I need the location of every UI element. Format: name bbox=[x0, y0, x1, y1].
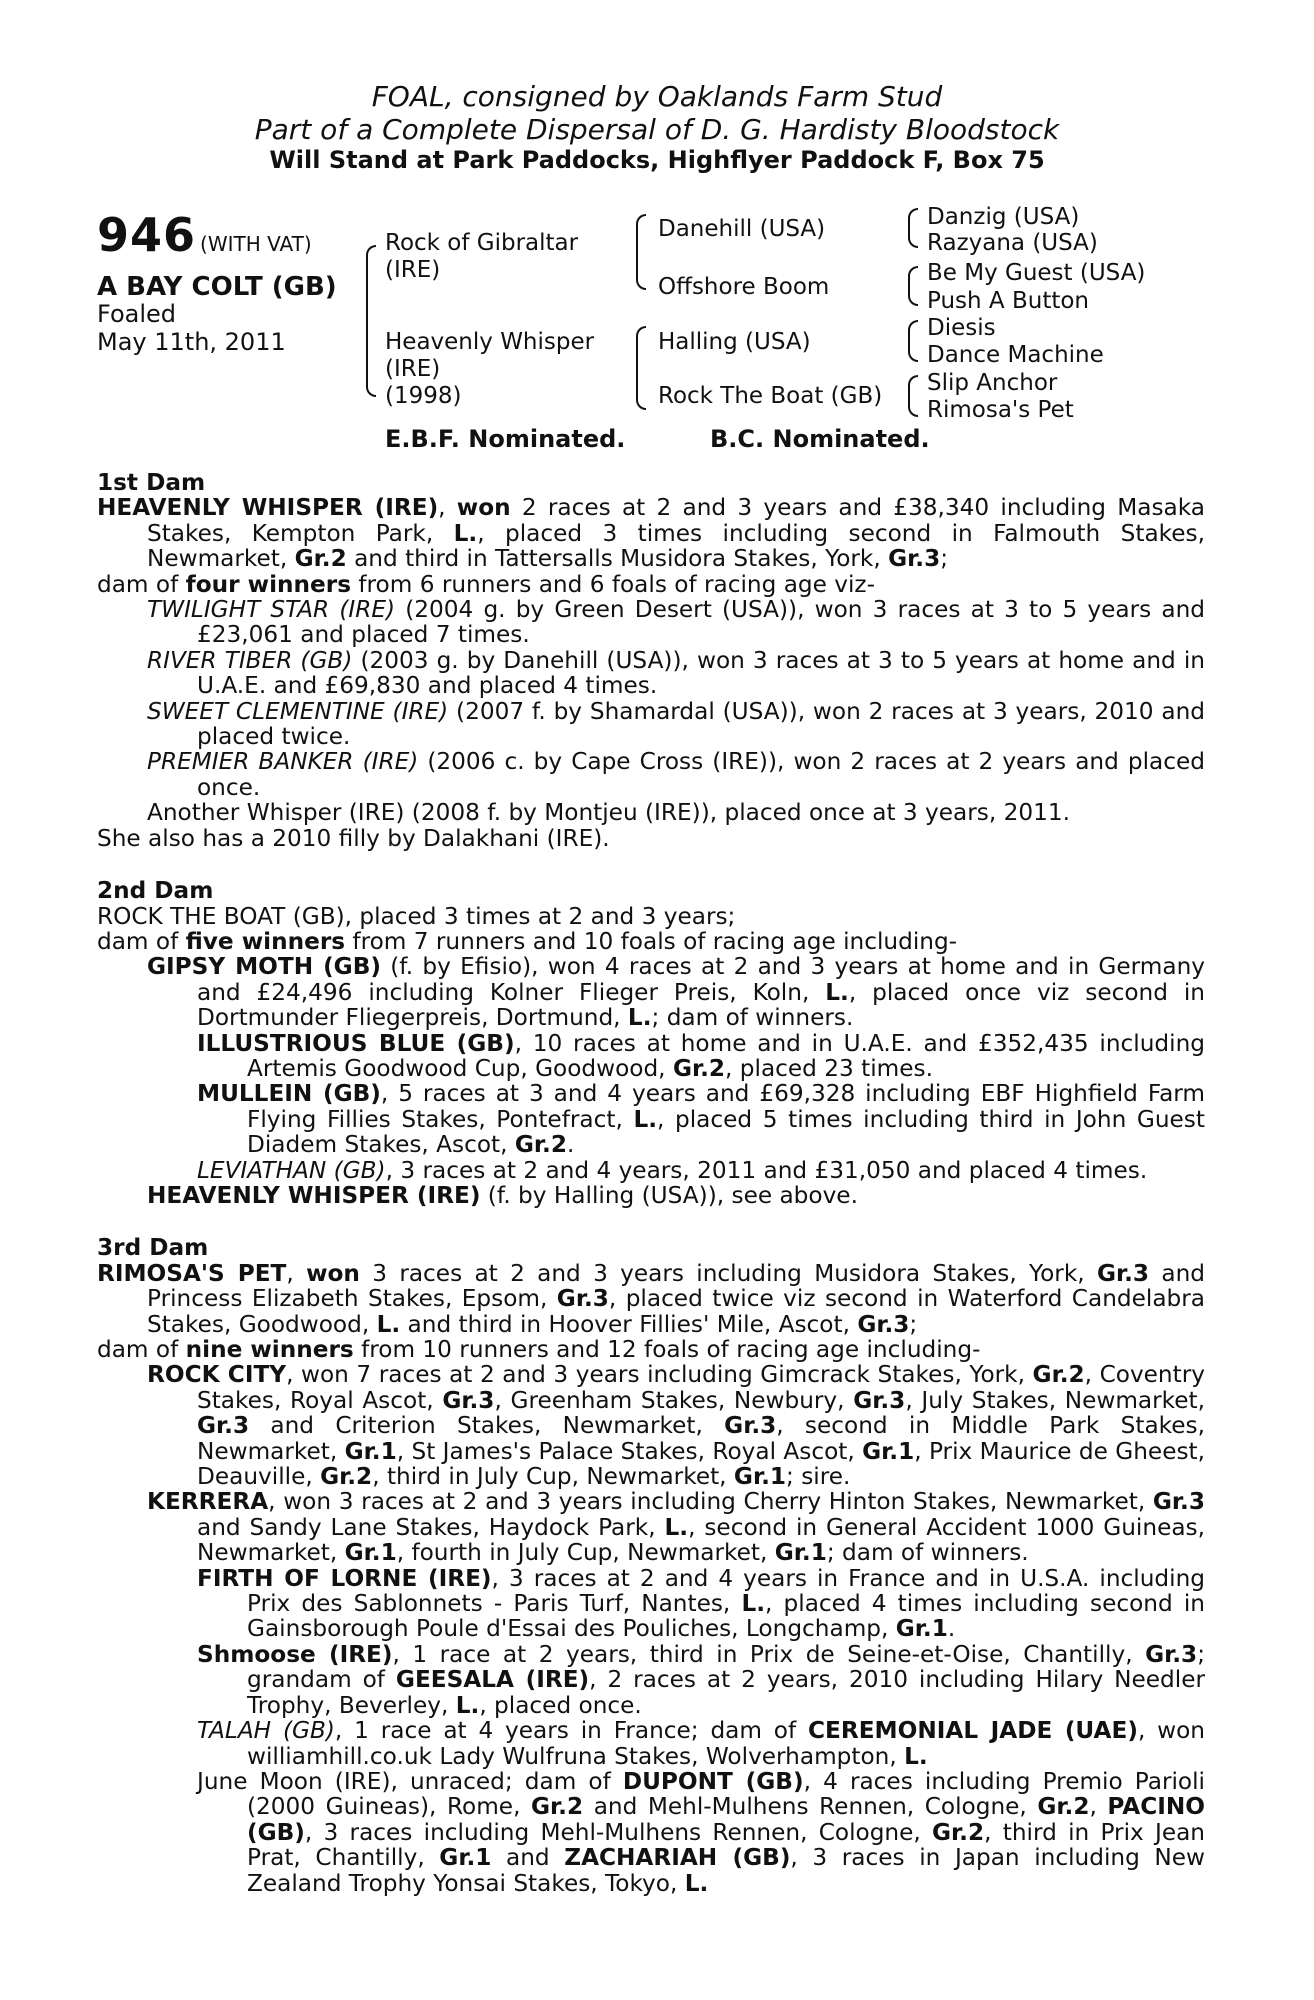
text-run: and Sandy Lane Stakes, Haydock Park, bbox=[197, 1513, 665, 1541]
bold-text: Gr.3 bbox=[556, 1285, 609, 1313]
pedigree-g8: Rimosa's Pet bbox=[927, 397, 1074, 423]
sire-dam-brace bbox=[366, 245, 376, 397]
dispersal-line: Part of a Complete Dispersal of D. G. Hardisty Bloodstock bbox=[254, 113, 1060, 146]
vat-note: (WITH VAT) bbox=[200, 232, 312, 256]
produce-entry bbox=[97, 1489, 1205, 1565]
ebf-nominated: E.B.F. Nominated. bbox=[385, 425, 626, 453]
text-run: , Coventry Stakes, Royal Ascot, bbox=[197, 1361, 1205, 1414]
bold-text: Gr.2 bbox=[1037, 1793, 1090, 1821]
pedigree-sire-dam: Offshore Boom bbox=[658, 274, 830, 300]
text-run: ; bbox=[940, 545, 949, 573]
pedigree-sire-sire: Danehill (USA) bbox=[658, 216, 826, 242]
bold-text: L. bbox=[904, 1742, 928, 1770]
text-run: , won 7 races at 2 and 3 years including Gimcrack Stakes, York, bbox=[286, 1361, 1033, 1389]
dam-paragraph bbox=[97, 1261, 1205, 1337]
bold-text: ZACHARIAH (GB) bbox=[564, 1844, 791, 1872]
bold-text: GEESALA (IRE) bbox=[395, 1666, 590, 1694]
bold-text: Gr.3 bbox=[724, 1412, 777, 1440]
text-run: (2003 g. by Danehill (USA)), won 3 races at 3 to 5 years at home and in U.A.E. and £69,830 and placed 4 times. bbox=[197, 646, 1205, 700]
bold-text: L. bbox=[376, 1310, 401, 1338]
produce-entry bbox=[97, 1566, 1205, 1642]
section-gap bbox=[97, 1208, 1205, 1235]
bold-text: ROCK CITY bbox=[147, 1361, 287, 1389]
text-run: (f. by Efisio), won 4 races at 2 and 3 years at home and in Germany and £24,496 including Kolner Flieger Preis, Koln, bbox=[197, 953, 1206, 1006]
pedigree-g5: Diesis bbox=[927, 315, 996, 341]
text-run: She also has a 2010 filly by Dalakhani (IRE). bbox=[97, 824, 610, 852]
produce-entry bbox=[97, 597, 1205, 648]
g-brace-3 bbox=[908, 320, 918, 362]
bold-text: Gr.1 bbox=[439, 1844, 492, 1872]
pedigree-dam-dam: Rock The Boat (GB) bbox=[658, 383, 883, 409]
text-run: ; dam of winners. bbox=[826, 1539, 1029, 1567]
pedigree-g4: Push A Button bbox=[927, 288, 1089, 314]
dam-line-brace bbox=[636, 326, 646, 410]
bold-text: Gr.2 bbox=[932, 1818, 985, 1846]
bold-text: GIPSY MOTH (GB) bbox=[147, 953, 381, 981]
text-run: . bbox=[947, 1615, 956, 1643]
bold-text: Gr.3 bbox=[853, 1386, 906, 1414]
bold-text: Gr.3 bbox=[197, 1412, 250, 1440]
bold-text: Gr.3 bbox=[1096, 1259, 1150, 1287]
text-run: , bbox=[438, 494, 457, 522]
dam-paragraph bbox=[97, 1337, 1205, 1362]
text-run: , won williamhill.co.uk Lady Wulfruna Stakes, Wolverhampton, bbox=[247, 1717, 1205, 1770]
bold-text: L. bbox=[627, 1004, 652, 1032]
pedigree-g7: Slip Anchor bbox=[927, 370, 1058, 396]
italic-text: LEVIATHAN (GB) bbox=[197, 1156, 386, 1184]
consignor-line: FOAL, consigned by Oaklands Farm Stud bbox=[371, 80, 943, 113]
text-run: , 3 races at 2 and 4 years, 2011 and £31,050 and placed 4 times. bbox=[385, 1156, 1148, 1184]
bold-text: L. bbox=[741, 1590, 766, 1618]
text-run: , placed 3 times including second in Falmouth Stakes, Newmarket, bbox=[147, 519, 1205, 573]
text-run: , 5 races at 3 and 4 years and £69,328 including EBF Highfield Farm Flying Fillies Stakes, Pontefract, bbox=[247, 1080, 1205, 1133]
italic-text: TWILIGHT STAR (IRE) bbox=[147, 596, 396, 624]
pedigree-g3: Be My Guest (USA) bbox=[927, 260, 1146, 286]
text-run: , 4 races including Premio Parioli (2000 Guineas), Rome, bbox=[247, 1767, 1205, 1821]
bold-text: ILLUSTRIOUS BLUE (GB) bbox=[197, 1029, 515, 1057]
g-brace-1 bbox=[908, 208, 918, 248]
bold-text: Gr.1 bbox=[774, 1539, 827, 1567]
text-run: , bbox=[286, 1259, 307, 1287]
italic-text: TALAH (GB) bbox=[197, 1717, 335, 1745]
stabling-line: Will Stand at Park Paddocks, Highflyer Paddock F, Box 75 bbox=[269, 146, 1045, 174]
produce-entry bbox=[97, 800, 1205, 825]
bold-text: L. bbox=[453, 519, 478, 547]
produce-record bbox=[97, 470, 1205, 1896]
italic-text: SWEET CLEMENTINE (IRE) bbox=[147, 697, 449, 725]
bold-text: Gr.1 bbox=[862, 1437, 915, 1465]
text-run: Another Whisper (IRE) (2008 f. by Montjeu (IRE)), placed once at 3 years, 2011. bbox=[147, 799, 1070, 827]
pedigree-g1: Danzig (USA) bbox=[927, 204, 1080, 230]
produce-entry bbox=[97, 1183, 1205, 1208]
bold-text: Gr.1 bbox=[344, 1539, 397, 1567]
text-run: , won 3 races at 2 and 3 years including Cherry Hinton Stakes, Newmarket, bbox=[268, 1488, 1153, 1516]
text-run: , 1 race at 2 years, third in Prix de Seine-et-Oise, Chantilly, bbox=[392, 1640, 1146, 1668]
text-run: , 3 races at 2 and 4 years in France and in U.S.A. including Prix des Sablonnets - Paris Turf, Nantes, bbox=[247, 1564, 1205, 1618]
text-run: , placed 5 times including third in John Guest Diadem Stakes, Ascot, bbox=[247, 1105, 1205, 1159]
sire-name: Rock of Gibraltar bbox=[385, 230, 579, 256]
bold-text: L. bbox=[684, 1869, 709, 1897]
text-run: dam of bbox=[97, 570, 186, 598]
bold-text: Gr.1 bbox=[344, 1437, 397, 1465]
text-run: , placed twice viz second in Waterford Candelabra Stakes, Goodwood, bbox=[147, 1285, 1205, 1338]
sire-country: (IRE) bbox=[385, 257, 441, 283]
section-heading: 3rd Dam bbox=[97, 1234, 209, 1262]
bold-text: Shmoose (IRE) bbox=[197, 1640, 393, 1668]
dam-paragraph bbox=[97, 572, 1205, 597]
dam-paragraph bbox=[97, 495, 1205, 571]
text-run: , placed once viz second in Dortmunder Fliegerpreis, Dortmund, bbox=[197, 978, 1205, 1032]
bold-text: DUPONT (GB) bbox=[622, 1767, 804, 1795]
text-run: ROCK THE BOAT (GB), placed 3 times at 2 and 3 years; bbox=[97, 902, 736, 930]
bold-text: Gr.2 bbox=[531, 1793, 584, 1821]
bold-text: L. bbox=[633, 1105, 658, 1133]
text-run: , 10 races at home and in U.A.E. and £352,435 including Artemis Goodwood Cup, Goodwood, bbox=[247, 1029, 1205, 1082]
pedigree-dam bbox=[385, 329, 594, 410]
pedigree-sire bbox=[385, 230, 578, 284]
text-run: , placed once. bbox=[479, 1691, 642, 1719]
foaled-date: May 11th, 2011 bbox=[97, 328, 286, 356]
produce-entry bbox=[97, 1031, 1205, 1082]
lot-title: A BAY COLT (GB) bbox=[97, 272, 337, 302]
section-heading: 2nd Dam bbox=[97, 877, 214, 905]
dam-country: (IRE) bbox=[385, 356, 441, 382]
g-brace-4 bbox=[908, 375, 918, 417]
pedigree-dam-sire: Halling (USA) bbox=[658, 329, 811, 355]
pedigree-g2: Razyana (USA) bbox=[927, 230, 1098, 256]
bold-text: MULLEIN (GB) bbox=[197, 1080, 381, 1108]
g-brace-2 bbox=[908, 266, 918, 306]
produce-entry bbox=[97, 749, 1205, 800]
italic-text: PREMIER BANKER (IRE) bbox=[147, 748, 419, 776]
text-run: , placed 4 times including second in Gainsborough Poule d'Essai des Pouliches, Longchamp, bbox=[247, 1590, 1206, 1643]
bold-text: HEAVENLY WHISPER (IRE) bbox=[97, 494, 439, 522]
text-run: . bbox=[566, 1131, 575, 1159]
text-run: , Greenham Stakes, Newbury, bbox=[494, 1386, 854, 1414]
lot-number-block bbox=[97, 208, 312, 262]
text-run: 2 races at 2 and 3 years and £38,340 including Masaka Stakes, Kempton Park, bbox=[147, 494, 1205, 547]
text-run: from 10 runners and 12 foals of racing age including- bbox=[353, 1336, 981, 1363]
dam-year: (1998) bbox=[385, 383, 462, 409]
section-gap bbox=[97, 851, 1205, 878]
bold-text: Gr.2 bbox=[514, 1131, 567, 1159]
text-run: , fourth in July Cup, Newmarket, bbox=[396, 1539, 775, 1567]
text-run: , 2 races at 2 years, 2010 including Hilary Needler Trophy, Beverley, bbox=[247, 1666, 1206, 1719]
text-run: and third in Hoover Fillies' Mile, Ascot, bbox=[400, 1310, 858, 1338]
text-run: ; sire. bbox=[786, 1463, 851, 1491]
text-run: ; dam of winners. bbox=[651, 1004, 854, 1032]
dam-paragraph bbox=[97, 826, 1205, 851]
bold-text: won bbox=[306, 1259, 360, 1287]
bold-text: PACINO (GB) bbox=[247, 1793, 1205, 1846]
dam-paragraph bbox=[97, 904, 1205, 929]
text-run: (2007 f. by Shamardal (USA)), won 2 races at 3 years, 2010 and placed twice. bbox=[197, 697, 1205, 751]
text-run: and Princess Elizabeth Stakes, Epsom, bbox=[147, 1259, 1205, 1313]
bold-text: RIMOSA'S PET bbox=[97, 1259, 287, 1287]
foaled-label: Foaled bbox=[97, 300, 177, 328]
text-run: , St James's Palace Stakes, Royal Ascot, bbox=[396, 1437, 863, 1465]
bold-text: nine winners bbox=[185, 1336, 354, 1363]
text-run: and bbox=[491, 1844, 565, 1872]
produce-entry bbox=[97, 1158, 1205, 1183]
bold-text: Gr.3 bbox=[1145, 1640, 1198, 1668]
pedigree-g6: Dance Machine bbox=[927, 342, 1104, 368]
bold-text: Gr.3 bbox=[857, 1310, 910, 1338]
bold-text: Gr.2 bbox=[672, 1054, 726, 1082]
text-run: , 3 races in Japan including New Zealand Trophy Yonsai Stakes, Tokyo, bbox=[247, 1844, 1205, 1897]
text-run: , second in General Accident 1000 Guineas, Newmarket, bbox=[197, 1513, 1205, 1567]
text-run: and Mehl-Mulhens Rennen, Cologne, bbox=[583, 1793, 1038, 1821]
produce-entry bbox=[97, 954, 1205, 1030]
text-run: , 3 races including Mehl-Mulhens Rennen, Cologne, bbox=[304, 1818, 933, 1846]
text-run: 3 races at 2 and 3 years including Musidora Stakes, York, bbox=[359, 1259, 1097, 1287]
bc-nominated: B.C. Nominated. bbox=[710, 425, 930, 453]
text-run: , 1 race at 4 years in France; dam of bbox=[334, 1717, 808, 1745]
text-run: , second in Middle Park Stakes, Newmarket, bbox=[197, 1412, 1205, 1465]
text-run: and third in Tattersalls Musidora Stakes, York, bbox=[346, 545, 889, 573]
produce-entry bbox=[97, 1718, 1205, 1769]
text-run: , July Stakes, Newmarket, bbox=[905, 1386, 1205, 1414]
bold-text: Gr.2 bbox=[320, 1463, 373, 1491]
bold-text: L. bbox=[455, 1691, 480, 1719]
text-run: ; grandam of bbox=[247, 1640, 1205, 1694]
text-run: dam of bbox=[97, 1336, 186, 1363]
text-run: (f. by Halling (USA)), see above. bbox=[480, 1181, 858, 1209]
text-run: dam of bbox=[97, 927, 186, 955]
bold-text: CEREMONIAL JADE (UAE) bbox=[808, 1717, 1138, 1745]
text-run: , third in July Cup, Newmarket, bbox=[372, 1463, 734, 1491]
bold-text: HEAVENLY WHISPER (IRE) bbox=[147, 1181, 481, 1209]
text-run: , bbox=[1089, 1793, 1108, 1821]
lot-number: 946 bbox=[97, 208, 197, 262]
bold-text: Gr.3 bbox=[888, 545, 941, 573]
bold-text: Gr.3 bbox=[1152, 1488, 1205, 1516]
bold-text: FIRTH OF LORNE (IRE) bbox=[197, 1564, 492, 1592]
sire-line-brace bbox=[636, 214, 646, 290]
bold-text: Gr.3 bbox=[442, 1386, 495, 1414]
produce-entry bbox=[97, 648, 1205, 699]
bold-text: L. bbox=[664, 1513, 689, 1541]
text-run: (2004 g. by Green Desert (USA)), won 3 races at 3 to 5 years and £23,061 and placed 7 times. bbox=[197, 596, 1205, 649]
text-run: June Moon (IRE), unraced; dam of bbox=[197, 1767, 623, 1795]
bold-text: four winners bbox=[185, 570, 351, 598]
bold-text: L. bbox=[825, 978, 849, 1006]
italic-text: RIVER TIBER (GB) bbox=[147, 646, 353, 674]
produce-entry bbox=[97, 1769, 1205, 1896]
section-heading: 1st Dam bbox=[97, 469, 206, 496]
bold-text: won bbox=[456, 494, 511, 522]
bold-text: KERRERA bbox=[147, 1488, 269, 1516]
produce-entry bbox=[97, 1362, 1205, 1489]
text-run: ; bbox=[909, 1310, 918, 1338]
bold-text: Gr.1 bbox=[895, 1615, 948, 1643]
bold-text: Gr.2 bbox=[1032, 1361, 1085, 1389]
text-run: , third in Prix Jean Prat, Chantilly, bbox=[247, 1818, 1205, 1872]
bold-text: five winners bbox=[185, 927, 346, 955]
text-run: and Criterion Stakes, Newmarket, bbox=[249, 1412, 725, 1440]
bold-text: Gr.1 bbox=[733, 1463, 787, 1491]
text-run: (2006 c. by Cape Cross (IRE)), won 2 races at 2 years and placed once. bbox=[197, 748, 1206, 801]
text-run: , placed 23 times. bbox=[725, 1054, 933, 1082]
text-run: from 7 runners and 10 foals of racing age including- bbox=[345, 927, 958, 955]
dam-name: Heavenly Whisper bbox=[385, 329, 595, 355]
text-run: , Prix Maurice de Gheest, Deauville, bbox=[197, 1437, 1206, 1491]
bold-text: Gr.2 bbox=[294, 545, 347, 573]
produce-entry bbox=[97, 1642, 1205, 1718]
produce-entry bbox=[97, 699, 1205, 750]
produce-entry bbox=[97, 1081, 1205, 1157]
dam-paragraph bbox=[97, 929, 1205, 954]
text-run: from 6 runners and 6 foals of racing age viz- bbox=[351, 570, 875, 598]
